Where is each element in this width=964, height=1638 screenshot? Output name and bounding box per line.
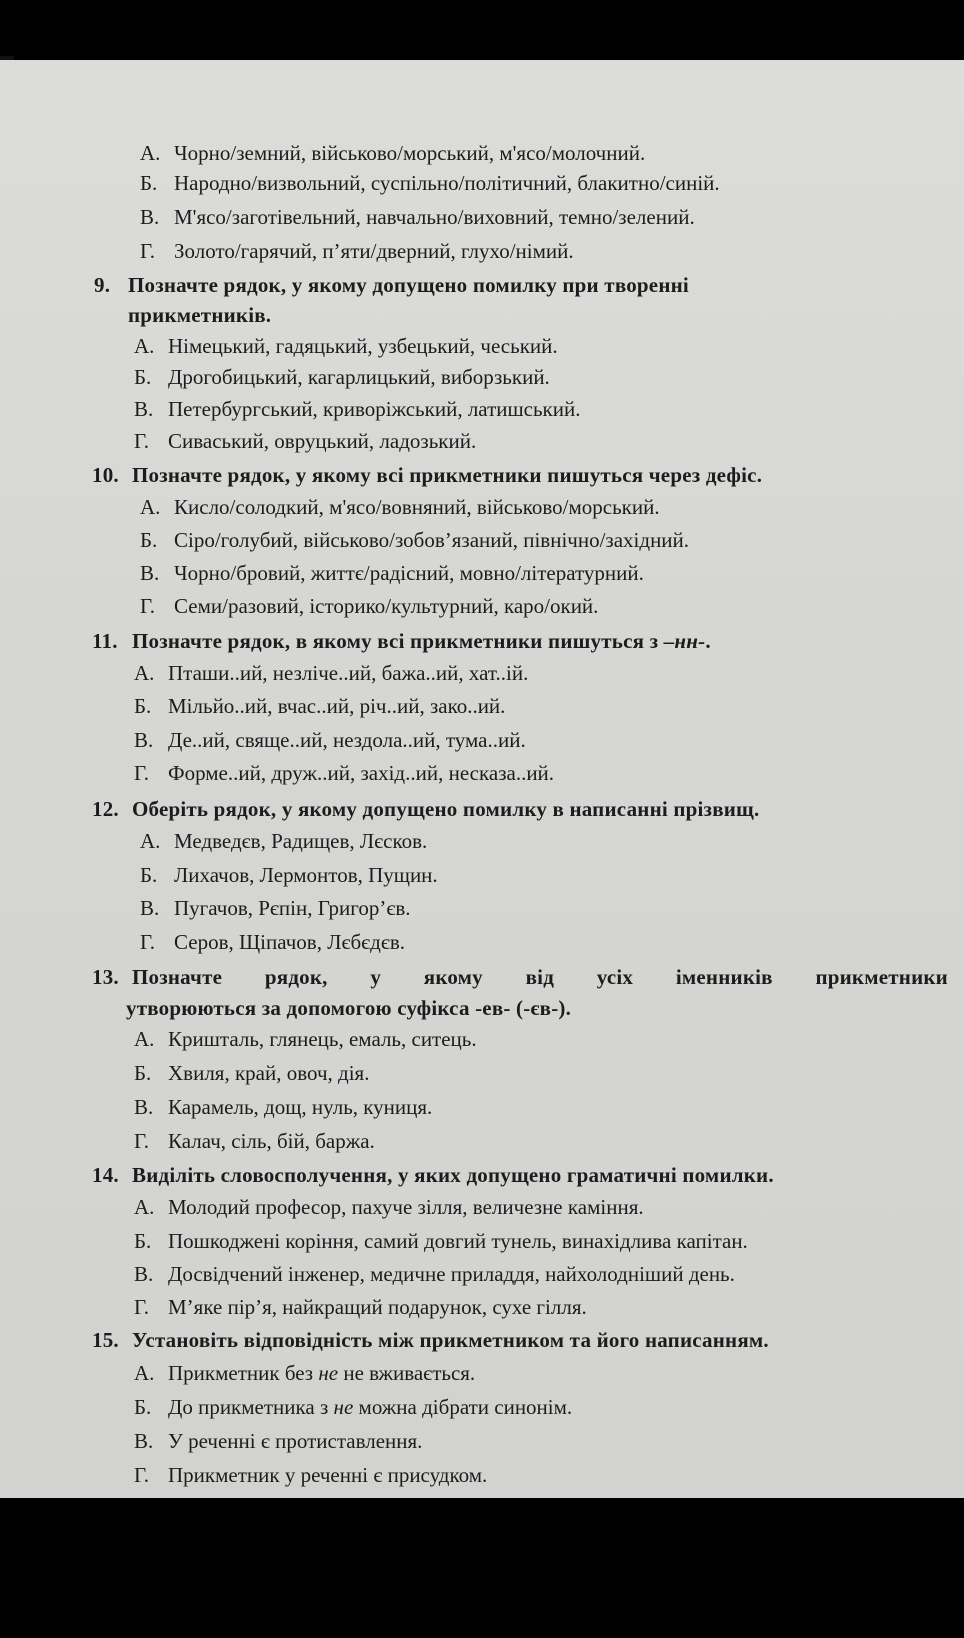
option-text: Мільйо..ий, вчас..ий, річ..ий, зако..ий. xyxy=(168,694,506,718)
option-letter: В. xyxy=(134,728,154,752)
option-text-italic: не xyxy=(318,1361,339,1385)
option-text: Чорно/земний, військово/морський, м'ясо/молочний. xyxy=(174,141,646,165)
option-letter: Г. xyxy=(134,1463,150,1487)
option-letter: Б. xyxy=(134,1061,152,1085)
option-letter: Б. xyxy=(134,365,152,389)
option-text: Калач, сіль, бій, баржа. xyxy=(168,1129,375,1153)
option-letter: А. xyxy=(134,661,155,685)
question-text: Позначте рядок, у якому всі прикметники пишуться через дефіс. xyxy=(132,463,763,487)
option-text-italic: не xyxy=(333,1395,354,1419)
word: якому xyxy=(423,965,483,989)
q14-option-a xyxy=(134,1194,644,1220)
option-text: Кисло/солодкий, м'ясо/вовняний, військово/морський. xyxy=(174,495,660,519)
q10-option-a xyxy=(140,494,660,520)
word: усіх xyxy=(596,965,634,989)
q14-option-b xyxy=(134,1228,748,1254)
option-letter: Г. xyxy=(134,761,150,785)
q11-option-d xyxy=(134,760,554,786)
q12-option-b xyxy=(140,862,438,888)
question-text: Позначте рядок, в якому всі прикметники пишуться з xyxy=(132,629,664,653)
option-text: Петербургський, криворіжський, латишський. xyxy=(168,397,581,421)
q15-option-a xyxy=(134,1360,475,1386)
option-text: Медведєв, Радищев, Лєсков. xyxy=(174,829,428,853)
q9-prompt-cont xyxy=(128,302,271,328)
q9-option-c xyxy=(134,396,580,422)
option-text: Сіро/голубий, військово/зобов’язаний, північно/західний. xyxy=(174,528,690,552)
q8-option-a xyxy=(140,140,645,166)
q11-option-b xyxy=(134,693,505,719)
q8-option-b xyxy=(140,170,720,196)
q13-option-d xyxy=(134,1128,375,1154)
option-letter: Г. xyxy=(140,239,156,263)
option-letter: Г. xyxy=(134,1129,150,1153)
q13-option-a xyxy=(134,1026,477,1052)
q13-option-c xyxy=(134,1094,432,1120)
q12-option-d xyxy=(140,929,405,955)
option-text: Серов, Щіпачов, Лєбєдєв. xyxy=(174,930,406,954)
q14-option-d xyxy=(134,1294,587,1320)
word: іменників xyxy=(675,965,773,989)
q12-option-c xyxy=(140,895,411,921)
option-letter: В. xyxy=(134,1429,154,1453)
q9-prompt xyxy=(94,272,689,298)
option-letter: Г. xyxy=(140,594,156,618)
q11-option-a xyxy=(134,660,528,686)
option-letter: В. xyxy=(140,561,160,585)
option-text: Золото/гарячий, п’яти/дверний, глухо/німий. xyxy=(174,239,574,263)
question-number: 12. xyxy=(92,797,119,821)
option-letter: А. xyxy=(134,1361,155,1385)
option-text-end: можна дібрати синонім. xyxy=(353,1395,573,1419)
option-text: Пташи..ий, незліче..ий, бажа..ий, хат..ій. xyxy=(168,661,529,685)
question-number: 9. xyxy=(94,273,111,297)
q8-option-d xyxy=(140,238,574,264)
option-letter: А. xyxy=(140,495,161,519)
option-text: Лихачов, Лермонтов, Пущин. xyxy=(174,863,438,887)
word: прикметники xyxy=(815,965,948,989)
option-text: Форме..ий, друж..ий, захід..ий, несказа..ий. xyxy=(168,761,555,785)
option-text: Семи/разовий, історико/культурний, каро/окий. xyxy=(174,594,599,618)
question-number: 11. xyxy=(92,629,118,653)
option-text: Молодий професор, пахуче зілля, величезне каміння. xyxy=(168,1195,644,1219)
q14-option-c xyxy=(134,1261,735,1287)
q10-prompt xyxy=(92,462,762,488)
question-text-italic: –нн- xyxy=(663,629,706,653)
option-letter: А. xyxy=(134,1195,155,1219)
option-text: Чорно/бровий, життє/радісний, мовно/літературний. xyxy=(174,561,644,585)
question-text: Виділіть словосполучення, у яких допущено граматичні помилки. xyxy=(132,1163,774,1187)
option-text: Пошкоджені коріння, самий довгий тунель, винахідлива капітан. xyxy=(168,1229,748,1253)
option-text: Німецький, гадяцький, узбецький, чеський. xyxy=(168,334,558,358)
option-text: Досвідчений інженер, медичне приладдя, найхолодніший день. xyxy=(168,1262,735,1286)
option-letter: Г. xyxy=(140,930,156,954)
worksheet-page xyxy=(0,60,964,1498)
question-text: прикметників. xyxy=(128,303,272,327)
q12-option-a xyxy=(140,828,427,854)
option-text: М’яке пір’я, найкращий подарунок, сухе гілля. xyxy=(168,1295,587,1319)
option-text: Хвиля, край, овоч, дія. xyxy=(168,1061,370,1085)
q10-option-c xyxy=(140,560,644,586)
q15-option-c xyxy=(134,1428,422,1454)
option-letter: Б. xyxy=(140,528,158,552)
question-text: Позначте рядок, у якому допущено помилку при творенні xyxy=(128,273,689,297)
option-text: Народно/визвольний, суспільно/політичний, блакитно/синій. xyxy=(174,171,720,195)
q11-prompt xyxy=(92,628,711,654)
option-letter: Б. xyxy=(140,171,158,195)
option-text: Пугачов, Рєпін, Григор’єв. xyxy=(174,896,411,920)
option-text: Дрогобицький, кагарлицький, виборзький. xyxy=(168,365,550,389)
q9-option-b xyxy=(134,364,550,390)
option-letter: Б. xyxy=(134,1395,152,1419)
q13-prompt xyxy=(92,964,948,990)
option-letter: А. xyxy=(140,141,161,165)
word: рядок, xyxy=(264,965,328,989)
question-text: утворюються за допомогою суфікса -ев- (-єв-). xyxy=(126,996,572,1020)
q12-prompt xyxy=(92,796,759,822)
option-letter: В. xyxy=(134,397,154,421)
option-text: Сиваський, овруцький, ладозький. xyxy=(168,429,477,453)
option-text: До прикметника з xyxy=(168,1395,334,1419)
q10-option-d xyxy=(140,593,598,619)
q15-option-b xyxy=(134,1394,572,1420)
question-number: 10. xyxy=(92,463,119,487)
q13-option-b xyxy=(134,1060,369,1086)
question-text-end: . xyxy=(705,629,711,653)
option-letter: Г. xyxy=(134,1295,150,1319)
question-number: 14. xyxy=(92,1163,119,1187)
q8-option-c xyxy=(140,204,695,230)
question-text: Установіть відповідність між прикметником та його написанням. xyxy=(132,1328,769,1352)
word: у xyxy=(370,965,382,989)
q14-prompt xyxy=(92,1162,774,1188)
option-letter: В. xyxy=(134,1262,154,1286)
word: від xyxy=(525,965,555,989)
q11-option-c xyxy=(134,727,526,753)
option-text: М'ясо/заготівельний, навчально/виховний, темно/зелений. xyxy=(174,205,695,229)
question-text: Оберіть рядок, у якому допущено помилку в написанні прізвищ. xyxy=(132,797,760,821)
option-text: У реченні є протиставлення. xyxy=(168,1429,423,1453)
option-letter: В. xyxy=(140,205,160,229)
option-text: Прикметник без xyxy=(168,1361,319,1385)
option-letter: А. xyxy=(134,334,155,358)
option-letter: А. xyxy=(134,1027,155,1051)
q9-option-d xyxy=(134,428,476,454)
option-text: Кришталь, глянець, емаль, ситець. xyxy=(168,1027,477,1051)
option-letter: В. xyxy=(134,1095,154,1119)
q13-prompt-cont xyxy=(126,995,571,1021)
option-letter: А. xyxy=(140,829,161,853)
option-text: Прикметник у реченні є присудком. xyxy=(168,1463,488,1487)
q10-option-b xyxy=(140,527,689,553)
option-letter: Б. xyxy=(134,694,152,718)
option-text-end: не вживається. xyxy=(338,1361,476,1385)
option-letter: В. xyxy=(140,896,160,920)
question-text xyxy=(132,964,948,990)
option-text: Карамель, дощ, нуль, куниця. xyxy=(168,1095,433,1119)
option-letter: Б. xyxy=(140,863,158,887)
question-number: 15. xyxy=(92,1328,119,1352)
question-number: 13. xyxy=(92,965,119,989)
word: Позначте xyxy=(132,965,223,989)
q15-prompt xyxy=(92,1327,769,1353)
option-text: Де..ий, свяще..ий, нездола..ий, тума..ий. xyxy=(168,728,526,752)
q15-option-d xyxy=(134,1462,487,1488)
option-letter: Г. xyxy=(134,429,150,453)
option-letter: Б. xyxy=(134,1229,152,1253)
q9-option-a xyxy=(134,333,558,359)
